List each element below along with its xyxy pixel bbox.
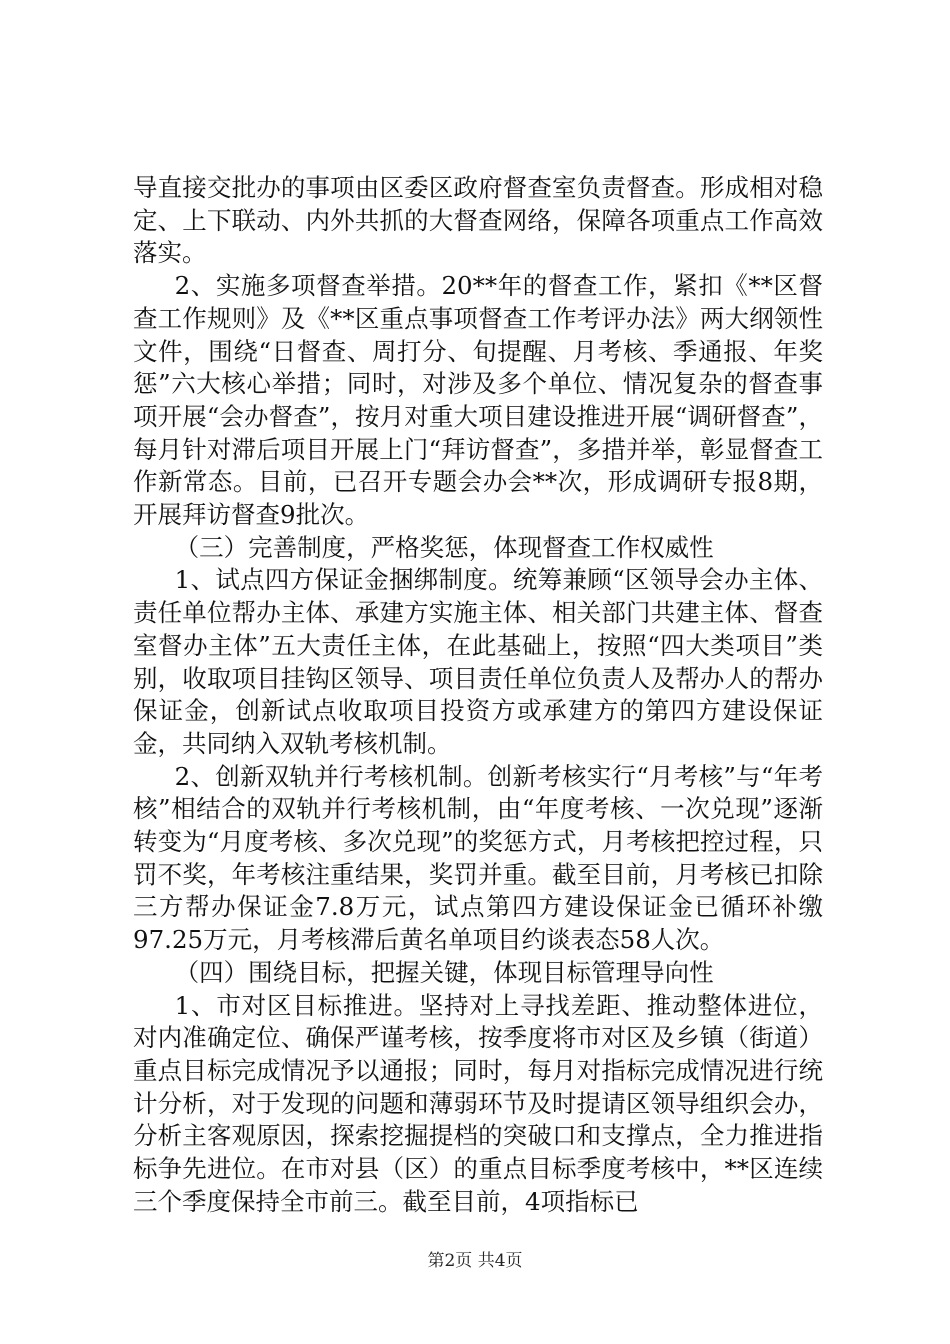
- section-heading-3: （三）完善制度，严格奖惩，体现督查工作权威性: [174, 532, 714, 562]
- paragraph-target-advancement: 1、市对区目标推进。坚持对上寻找差距、推动整体进位，对内准确定位、确保严谨考核，按季度将市对区及乡镇（街道）重点目标完成情况予以通报；同时，每月对指标完成情况进行统计分析，对于发现的问题和薄弱环节及时提请区领导组织会办，分析主客观原因，探索挖掘提档的突破口和支撑点，全力推进指标争先进位。在市对县（区）的重点目标季度考核中，**区连续三个季度保持全市前三。截至目前，4项指标已: [133, 990, 823, 1216]
- paragraph-supervision-measures: 2、实施多项督查举措。20**年的督查工作，紧扣《**区督查工作规则》及《**区重点事项督查工作考评办法》两大纲领性文件，围绕“日督查、周打分、旬提醒、月考核、季通报、年奖惩”六大核心举措；同时，对涉及多个单位、情况复杂的督查事项开展“会办督查”，按月对重大项目建设推进开展“调研督查”，每月针对滞后项目开展上门“拜访督查”，多措并举，彰显督查工作新常态。目前，已召开专题会办会**次，形成调研专报8期，开展拜访督查9批次。: [133, 271, 823, 530]
- paragraph-continuation: 导直接交批办的事项由区委区政府督查室负责督查。形成相对稳定、上下联动、内外共抓的大督查网络，保障各项重点工作高效落实。: [133, 173, 823, 268]
- document-body: [133, 172, 823, 1219]
- paragraph-dual-track-assessment: 2、创新双轨并行考核机制。创新考核实行“月考核”与“年考核”相结合的双轨并行考核机制，由“年度考核、一次兑现”逐渐转变为“月度考核、多次兑现”的奖惩方式，月考核把控过程，只罚不奖，年考核注重结果，奖罚并重。截至目前，月考核已扣除三方帮办保证金7.8万元，试点第四方建设保证金已循环补缴97.25万元，月考核滞后黄名单项目约谈表态58人次。: [133, 761, 823, 955]
- paragraph-deposit-system: 1、试点四方保证金捆绑制度。统筹兼顾“区领导会办主体、责任单位帮办主体、承建方实施主体、相关部门共建主体、督查室督办主体”五大责任主体，在此基础上，按照“四大类项目”类别，收取项目挂钩区领导、项目责任单位负责人及帮办人的帮办保证金，创新试点收取项目投资方或承建方的第四方建设保证金，共同纳入双轨考核机制。: [133, 565, 823, 758]
- page-number-footer: 第2页 共4页: [427, 1251, 523, 1271]
- section-heading-4: （四）围绕目标，把握关键，体现目标管理导向性: [174, 957, 714, 987]
